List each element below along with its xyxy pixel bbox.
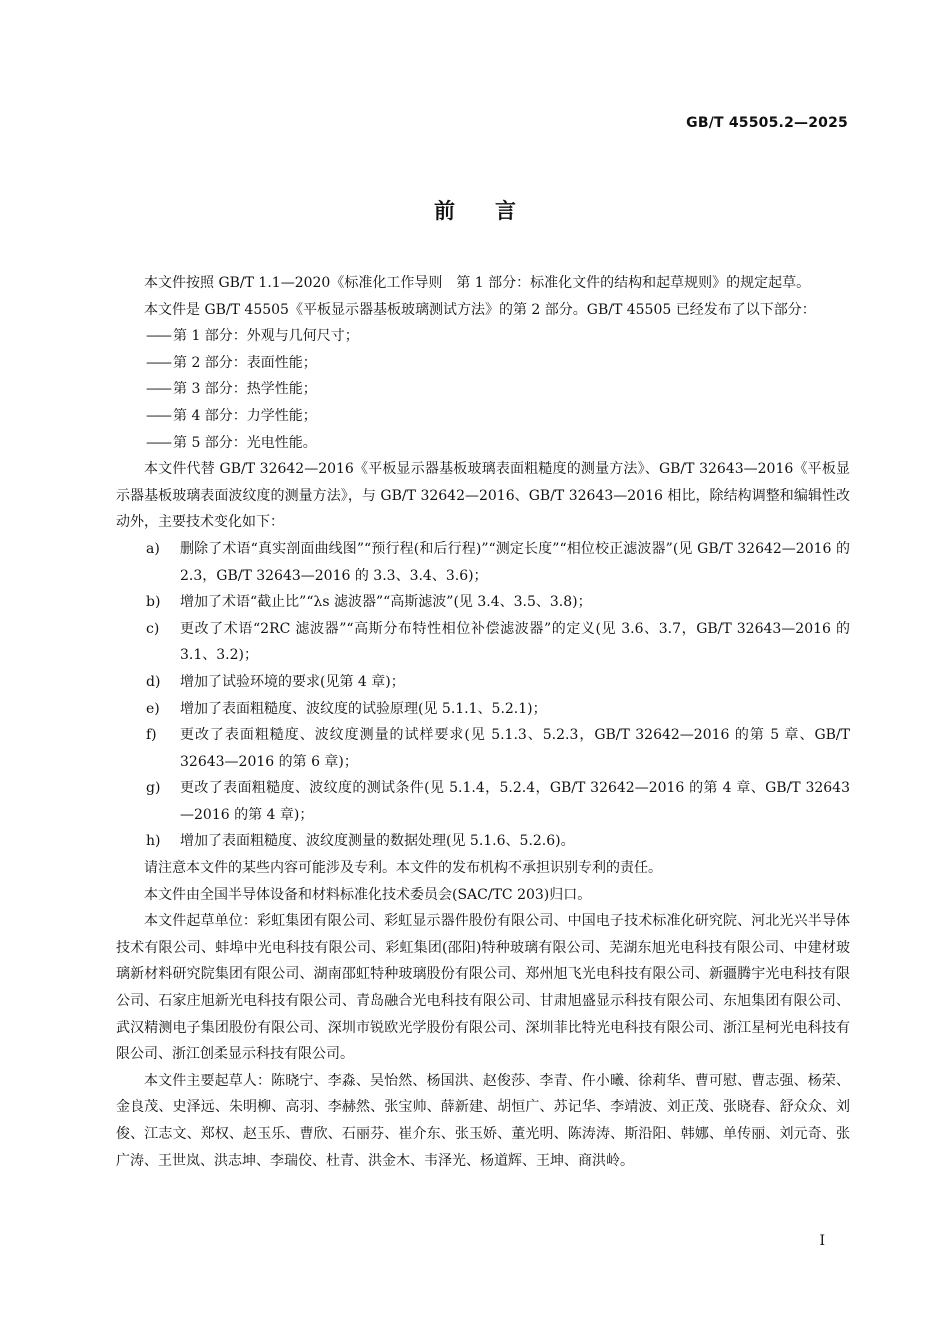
change-text: 更改了表面粗糙度、波纹度的测试条件(见 5.1.4，5.2.4，GB/T 32642—2016 的第 4 章、GB/T 32643—2016 的第 4 章)； <box>180 780 850 823</box>
change-marker: c) <box>146 620 160 637</box>
drafting-organizations-paragraph: 本文件起草单位：彩虹集团有限公司、彩虹显示器件股份有限公司、中国电子技术标准化研究院、河北光兴半导体技术有限公司、蚌埠中光电科技有限公司、彩虹集团(邵阳)特种玻璃有限公司、芜湖东旭光电科技有限公司、中建材玻璃新材料研究院集团有限公司、湖南邵虹特种玻璃股份有限公司、郑州旭飞光电科技有限公司、新疆腾宇光电科技有限公司、石家庄旭新光电科技有限公司、青岛融合光电科技有限公司、甘肃旭盛显示科技有限公司、东旭集团有限公司、武汉精测电子集团股份有限公司、深圳市锐欧光学股份有限公司、深圳菲比特光电科技有限公司、浙江星柯光电科技有限公司、浙江创柔显示科技有限公司。 <box>116 913 850 1063</box>
change-item <box>116 828 850 855</box>
change-text: 增加了试验环境的要求(见第 4 章)； <box>180 673 405 690</box>
change-item <box>116 696 850 723</box>
list-dash: —— <box>146 354 170 371</box>
list-item <box>116 350 850 377</box>
change-text: 增加了术语“截止比”“λs 滤波器”“高斯滤波”(见 3.4、3.5、3.8)； <box>180 594 592 611</box>
list-item-text: 第 5 部分：光电性能。 <box>173 434 317 451</box>
list-dash: —— <box>146 407 170 424</box>
committee-paragraph: 本文件由全国半导体设备和材料标准化技术委员会(SAC/TC 203)归口。 <box>144 886 592 903</box>
patent-notice-paragraph: 请注意本文件的某些内容可能涉及专利。本文件的发布机构不承担识别专利的责任。 <box>144 860 662 877</box>
change-item <box>116 775 850 828</box>
change-marker: h) <box>146 833 161 850</box>
replacement-paragraph: 本文件代替 GB/T 32642—2016《平板显示器基板玻璃表面粗糙度的测量方法》、GB/T 32643—2016《平板显示器基板玻璃表面波纹度的测量方法》，与 GB/T 32642—2016、GB/T 32643—2016 相比，除结构调整和编辑性改动外，主要技术变化如下： <box>116 461 850 531</box>
list-dash: —— <box>146 434 170 451</box>
standard-number-header: GB/T 45505.2—2025 <box>686 115 848 131</box>
page-title: 前言 <box>434 199 556 223</box>
technical-changes-list <box>116 536 850 855</box>
change-text: 更改了术语“2RC 滤波器”“高斯分布特性相位补偿滤波器”的定义(见 3.6、3.7，GB/T 32643—2016 的 3.1、3.2)； <box>180 620 850 664</box>
foreword-body <box>116 270 850 1174</box>
list-item-text: 第 3 部分：热学性能； <box>173 381 317 398</box>
page-number: I <box>819 1233 825 1249</box>
change-marker: e) <box>146 700 160 717</box>
change-text: 删除了术语“真实剖面曲线图”“预行程(和后行程)”“测定长度”“相位校正滤波器”(见 GB/T 32642—2016 的 2.3，GB/T 32643—2016 的 3.3、3.4、3.6)； <box>180 540 850 584</box>
change-marker: f) <box>146 727 157 744</box>
list-item <box>116 376 850 403</box>
change-item <box>116 616 850 669</box>
drafters-paragraph: 本文件主要起草人：陈晓宁、李淼、吴怡然、杨国洪、赵俊莎、李青、仵小曦、徐莉华、曹可慰、曹志强、杨荣、金良茂、史泽远、朱明柳、高羽、李赫然、张宝帅、薛新建、胡恒广、苏记华、李靖波、刘正茂、张晓春、舒众众、刘俊、江志文、郑权、赵玉乐、曹欣、石丽芬、崔介东、张玉娇、董光明、陈涛涛、斯沿阳、韩娜、单传丽、刘元奇、张广涛、王世岚、洪志坤、李瑞佼、杜青、洪金木、韦泽光、杨道辉、王坤、商洪岭。 <box>116 1072 850 1169</box>
change-text: 增加了表面粗糙度、波纹度的试验原理(见 5.1.1、5.2.1)； <box>180 700 547 717</box>
parts-list <box>116 323 850 456</box>
list-item <box>116 403 850 430</box>
list-item <box>116 323 850 350</box>
list-item <box>116 430 850 457</box>
change-marker: d) <box>146 673 161 690</box>
list-item-text: 第 4 部分：力学性能； <box>173 407 317 424</box>
list-dash: —— <box>146 328 170 345</box>
change-item <box>116 536 850 589</box>
change-marker: a) <box>146 540 160 557</box>
change-marker: b) <box>146 594 161 611</box>
change-item <box>116 722 850 775</box>
series-parts-intro-paragraph: 本文件是 GB/T 45505《平板显示器基板玻璃测试方法》的第 2 部分。GB/T 45505 已经发布了以下部分： <box>144 301 816 318</box>
change-text: 更改了表面粗糙度、波纹度测量的试样要求(见 5.1.3、5.2.3，GB/T 32642—2016 的第 5 章、GB/T 32643—2016 的第 6 章)； <box>180 727 850 770</box>
change-item <box>116 669 850 696</box>
list-dash: —— <box>146 381 170 398</box>
list-item-text: 第 2 部分：表面性能； <box>173 354 317 371</box>
list-item-text: 第 1 部分：外观与几何尺寸； <box>173 328 359 345</box>
drafting-rules-paragraph: 本文件按照 GB/T 1.1—2020《标准化工作导则 第 1 部分：标准化文件的结构和起草规则》的规定起草。 <box>144 275 811 291</box>
change-text: 增加了表面粗糙度、波纹度测量的数据处理(见 5.1.6、5.2.6)。 <box>180 833 575 850</box>
change-marker: g) <box>146 780 161 797</box>
change-item <box>116 589 850 616</box>
